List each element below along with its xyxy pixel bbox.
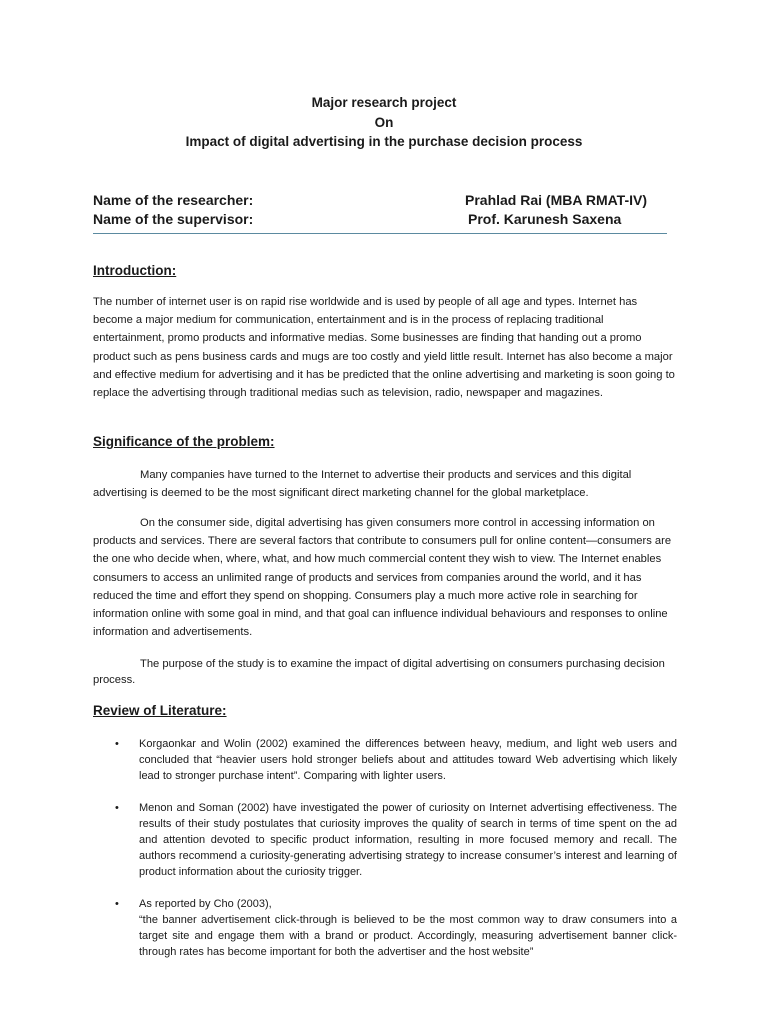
title-block: [0, 93, 768, 152]
list-item-text: As reported by Cho (2003),: [139, 898, 272, 911]
list-item-text: Menon and Soman (2002) have investigated the power of curiosity on Internet advertising effectiveness. The results of their study postulates that curiosity improves the quality of search in terms of time spent on the ad and attention devoted to specific product information, resulting in more focused memory and recall. The authors recommend a curiosity-generating advertising strategy to increase consumer’s interest and learning of product information about the curiosity trigger.: [139, 802, 677, 878]
title-line-3: Impact of digital advertising in the purchase decision process: [185, 134, 583, 149]
researcher-label: Name of the researcher:: [93, 192, 254, 208]
header-divider: [93, 233, 667, 234]
introduction-heading: Introduction:: [93, 263, 177, 278]
title-line-2: On: [374, 114, 394, 130]
supervisor-row: [93, 209, 673, 229]
list-item: [93, 897, 677, 960]
significance-heading: Significance of the problem:: [93, 434, 275, 449]
literature-list: [93, 737, 677, 978]
significance-paragraph-2: On the consumer side, digital advertising has given consumers more control in accessing information on products and services. There are several factors that contribute to consumers pull for online content—consumers are the one who decide when, where, what, and how much commercial content they wish to view. The Internet enables consumers to access an unlimited range of products and services from companies around the world, and it has reduced the time and effort they spend on shopping. Consumers play a much more active role in searching for information online with some goal in mind, and that goal can influence individual behaviours and responses to online information and advertisements.: [93, 517, 672, 639]
list-item: [93, 801, 677, 880]
introduction-paragraph: The number of internet user is on rapid rise worldwide and is used by people of all age and types. Internet has become a major medium for communication, entertainment and is in the process of replacing traditional entertainment, promo products and informative medias. Some businesses are finding that handing out a promo product such as pens business cards and mugs are too costly and yield little result. Internet has also become a major and effective medium for advertising and it has be predicted that the online advertising and marketing is soon going to replace the advertising through traditional medias such as television, radio, newspaper and magazines.: [93, 296, 675, 400]
purpose-paragraph: The purpose of the study is to examine the impact of digital advertising on consumers purchasing decision process.: [93, 658, 665, 686]
title-line-1: Major research project: [311, 95, 457, 110]
review-heading: Review of Literature:: [93, 703, 227, 718]
list-item-text: Korgaonkar and Wolin (2002) examined the differences between heavy, medium, and light web users and concluded that “heavier users hold stronger beliefs about and attitudes toward Web advertising which likely lead to stronger purchase intent”. Comparing with lighter users.: [139, 738, 677, 782]
list-item-quote: “the banner advertisement click-through is believed to be the most common way to draw consumers into a target site and engage them with a brand or product. Accordingly, measuring advertisement banner click-through rates has become important for both the advertiser and the host website”: [139, 914, 677, 958]
significance-paragraph-1: Many companies have turned to the Internet to advertise their products and services and this digital advertising is deemed to be the most significant direct marketing channel for the global marketplace.: [93, 469, 632, 500]
bullet-icon: •: [115, 738, 119, 750]
bullet-icon: •: [115, 898, 119, 911]
supervisor-label: Name of the supervisor:: [93, 211, 254, 227]
list-item: [93, 737, 677, 784]
researcher-name: Prahlad Rai (MBA RMAT-IV): [465, 192, 648, 208]
researcher-row: [93, 190, 673, 210]
supervisor-name: Prof. Karunesh Saxena: [468, 211, 622, 227]
bullet-icon: •: [115, 802, 119, 815]
